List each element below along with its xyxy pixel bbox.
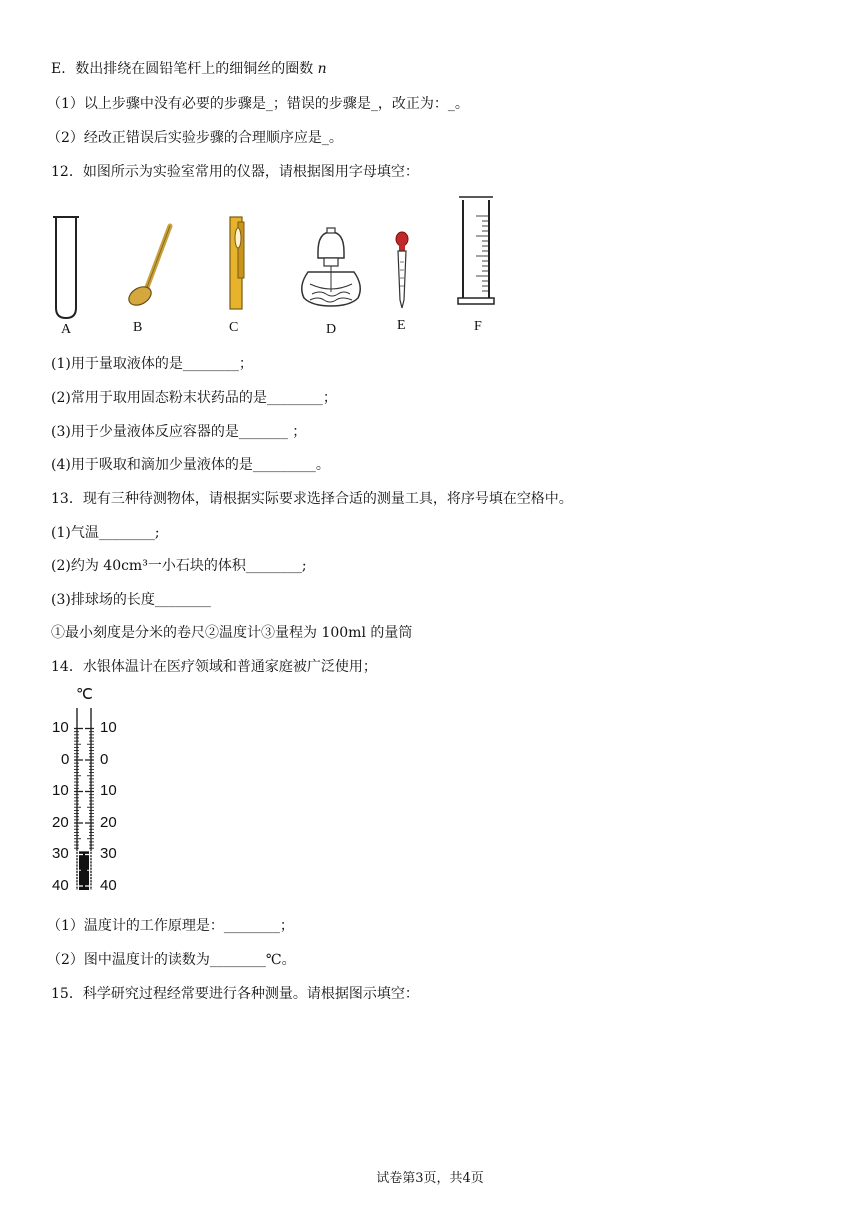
instrument-label-d: D xyxy=(326,322,337,337)
test-tube-holder-icon xyxy=(230,217,244,309)
q13-options: ①最小刻度是分米的卷尺②温度计③量程为 100ml 的量筒 xyxy=(51,625,413,641)
measuring-cylinder-icon xyxy=(458,197,494,304)
instrument-label-c: C xyxy=(229,320,239,335)
q13-item-3: (3)排球场的长度________ xyxy=(51,592,211,608)
instrument-label-a: A xyxy=(61,322,72,337)
tick-left-1: 0 xyxy=(61,751,70,768)
tick-left-3: 20 xyxy=(52,814,69,831)
medicine-spoon-icon xyxy=(126,226,170,309)
q15-stem: 15．科学研究过程经常要进行各种测量。请根据图示填空： xyxy=(51,986,419,1002)
tick-right-3: 20 xyxy=(100,814,117,831)
tick-left-4: 30 xyxy=(52,845,69,862)
q12-item-4: (4)用于吸取和滴加少量液体的是_________。 xyxy=(51,457,330,473)
tick-right-0: 10 xyxy=(100,719,117,736)
tick-left-0: 10 xyxy=(52,719,69,736)
tick-left-2: 10 xyxy=(52,782,69,799)
q12-stem: 12．如图所示为实验室常用的仪器，请根据图用字母填空： xyxy=(51,164,419,180)
tick-right-2: 10 xyxy=(100,782,117,799)
q12-item-1: (1)用于量取液体的是________； xyxy=(51,356,253,372)
q11-step-e xyxy=(51,60,327,78)
q12-item-3: (3)用于少量液体反应容器的是_______ ； xyxy=(51,424,307,440)
page-footer: 试卷第3页，共4页 xyxy=(376,1171,484,1186)
q11-step-e-text: E．数出排绕在圆铅笔杆上的细铜丝的圈数 xyxy=(51,61,314,77)
q11-sub1: （1）以上步骤中没有必要的步骤是_；错误的步骤是_，改正为：_。 xyxy=(47,96,469,112)
q13-stem: 13．现有三种待测物体，请根据实际要求选择合适的测量工具，将序号填在空格中。 xyxy=(51,491,573,507)
q11-sub2: （2）经改正错误后实验步骤的合理顺序应是_。 xyxy=(47,130,343,146)
instrument-label-f: F xyxy=(474,319,482,334)
q14-item-2: （2）图中温度计的读数为________℃。 xyxy=(47,952,296,968)
thermometer-icon xyxy=(64,700,104,900)
tick-right-5: 40 xyxy=(100,877,117,894)
instrument-label-e: E xyxy=(397,318,406,333)
q13-item-1: (1)气温________; xyxy=(51,525,160,541)
q11-step-e-var: n xyxy=(317,61,327,77)
tick-right-1: 0 xyxy=(100,751,109,768)
lab-instruments-figure xyxy=(0,190,860,340)
test-tube-icon xyxy=(53,217,79,318)
tick-left-5: 40 xyxy=(52,877,69,894)
q14-stem: 14．水银体温计在医疗领域和普通家庭被广泛使用； xyxy=(51,659,377,675)
instrument-label-b: B xyxy=(133,320,143,335)
q14-item-1: （1）温度计的工作原理是：________； xyxy=(47,918,294,934)
tick-right-4: 30 xyxy=(100,845,117,862)
q12-item-2: (2)常用于取用固态粉末状药品的是________； xyxy=(51,390,337,406)
thermometer-unit: ℃ xyxy=(76,686,93,703)
q13-item-2: (2)约为 40cm³一小石块的体积________; xyxy=(51,558,307,574)
alcohol-lamp-icon xyxy=(302,228,361,306)
dropper-icon xyxy=(396,232,408,308)
